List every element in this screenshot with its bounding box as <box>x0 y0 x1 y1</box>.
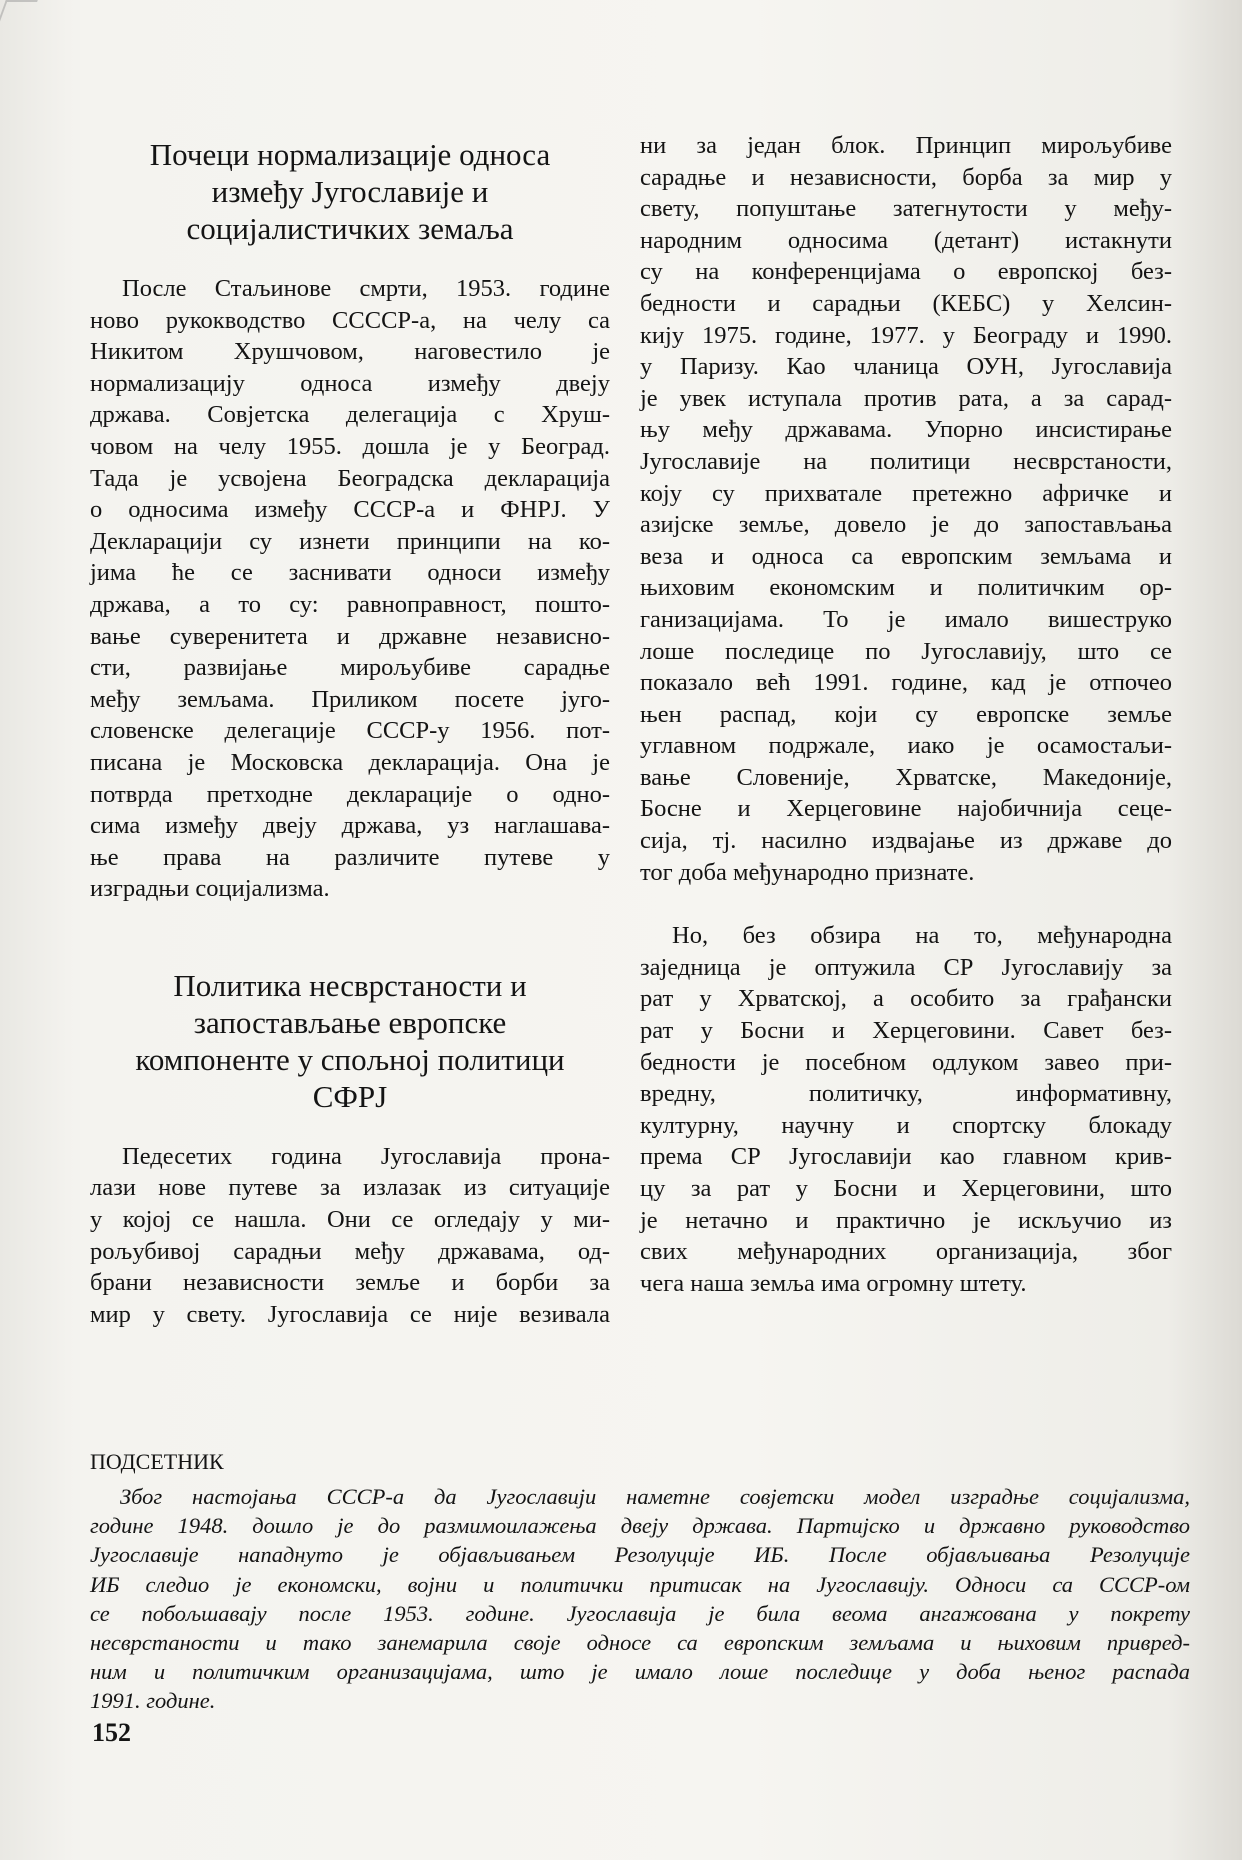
heading-line: запостављање европске <box>193 1004 507 1040</box>
left-column <box>90 136 610 1330</box>
text-line: држава, а то су: равноправност, пошто- <box>90 590 610 618</box>
text-line: вање суверенитета и државне независно- <box>90 622 610 650</box>
section-heading-non-alignment <box>90 967 610 1115</box>
text-line: вање Словеније, Хрватске, Македоније, <box>640 763 1172 791</box>
reminder-title: ПОДСЕТНИК <box>90 1449 224 1474</box>
text-line: је нетачно и практично је искључио из <box>640 1206 1172 1234</box>
text-line: сима између двеју држава, уз наглашава- <box>90 812 610 840</box>
reminder-body <box>90 1482 1190 1716</box>
right-column <box>640 130 1172 1299</box>
text-line: свих међународних организација, због <box>640 1238 1172 1266</box>
text-line: о односима између СССР-а и ФНРЈ. У <box>90 496 610 524</box>
text-line: њу међу државама. Упорно инсистирање <box>640 416 1172 444</box>
text-line: Декларацији су изнети принципи на ко- <box>90 527 610 555</box>
text-line: ни за један блок. Принцип мирољубиве <box>640 132 1172 159</box>
page-corner-fold <box>0 0 38 32</box>
text-line: јима ће се заснивати односи између <box>90 559 610 587</box>
text-line: тог доба међународно признате. <box>640 858 975 886</box>
text-line: После Стаљинове смрти, 1953. године <box>122 275 610 302</box>
text-line: сија, тј. насилно издвајање из државе до <box>640 827 1172 855</box>
text-line: човом на челу 1955. дошла је у Београд. <box>90 432 610 460</box>
text-line: рат у Хрватској, а особито за грађански <box>640 985 1172 1013</box>
text-line: културну, научну и спортску блокаду <box>640 1111 1172 1139</box>
text-line: брани независности земље и борби за <box>90 1269 610 1297</box>
text-line: држава. Совјетска делегација с Хруш- <box>90 401 610 429</box>
text-line: лоше последице по Југославију, што се <box>640 637 1172 665</box>
text-line: показало већ 1991. године, кад је отпочео <box>640 669 1172 697</box>
text-line: Босне и Херцеговине најобичнија сеце- <box>640 795 1172 823</box>
text-line: лази нове путеве за излазак из ситуације <box>90 1174 610 1202</box>
text-line: вредну, политичку, информативну, <box>640 1080 1172 1108</box>
reminder-line: ним и политичким организацијама, што је имало лоше последице у доба њеног распада <box>90 1659 1190 1685</box>
text-line: рољубивој сарадњи међу државама, од- <box>90 1237 610 1265</box>
text-line: сти, развијање мирољубиве сарадње <box>90 654 610 682</box>
section-heading-normalization <box>90 136 610 247</box>
text-line: Тада је усвојена Београдска декларација <box>90 464 610 492</box>
reminder-line: се побољшавају после 1953. године. Југославија је била веома ангажована у покрету <box>90 1600 1190 1626</box>
text-line: народним односима (детант) истакнути <box>640 226 1172 254</box>
text-line: чега наша земља има огромну штету. <box>640 1269 1027 1297</box>
text-line: ње права на различите путеве у <box>90 843 610 871</box>
text-line: Југославије на политици несврстаности, <box>640 447 1172 475</box>
paragraph-normalization <box>90 273 610 905</box>
text-line: углавном подржале, иако је осамостаљи- <box>640 732 1172 760</box>
text-line: азијске земље, довело је до запостављања <box>640 511 1172 539</box>
text-line: у којој се нашла. Они се огледају у ми- <box>90 1206 610 1234</box>
text-line: изградњи социјализма. <box>90 875 330 903</box>
reminder-line: Због настојања СССР-а да Југославији наметне совјетски модел изградње социјализма, <box>120 1484 1190 1509</box>
text-line: у Паризу. Као чланица ОУН, Југославија <box>640 353 1172 381</box>
heading-line: социјалистичких земаља <box>186 211 514 246</box>
text-line: ганизацијама. То је имало вишеструко <box>640 605 1172 633</box>
reminder-line: године 1948. дошло је до размимоилажења двеју држава. Партијско и државно руководство <box>90 1513 1190 1539</box>
text-line: свету, попуштање затегнутости у међу- <box>640 195 1172 223</box>
text-line: Никитом Хрушчовом, наговестило је <box>90 338 610 366</box>
text-line: цу за рат у Босни и Херцеговини, што <box>640 1175 1172 1202</box>
text-line: њен распад, који су европске земље <box>640 700 1172 728</box>
text-line: заједница је оптужила СР Југославију за <box>640 953 1172 981</box>
paragraph-non-alignment-start <box>90 1141 610 1331</box>
text-line: према СР Југославији као главном крив- <box>640 1143 1172 1171</box>
reminder-line: несврстаности и тако занемарила своје односе са европским земљама и њиховим привред- <box>90 1630 1190 1656</box>
text-line: нормализацију односа између двеју <box>90 369 610 397</box>
text-line: коју су прихватале претежно афричке и <box>640 479 1172 507</box>
text-line: веза и односа са европским земљама и <box>640 542 1172 570</box>
text-line: писана је Московска декларација. Она је <box>90 748 610 776</box>
heading-line: између Југославије и <box>211 174 489 209</box>
text-line: међу земљама. Приликом посете југо- <box>90 685 610 713</box>
text-line: су на конференцијама о европској без- <box>640 258 1172 286</box>
heading-line: компоненте у спољној политици <box>135 1041 565 1077</box>
reminder-line: ИБ следио је економски, војни и политички притисак на Југославију. Односи са СССР-ом <box>90 1571 1190 1597</box>
text-line: сарадње и независности, борба за мир у <box>640 163 1172 191</box>
text-line: Педесетих година Југославија прона- <box>122 1142 610 1170</box>
text-line: ново рукокводство ССССР-а, на челу са <box>90 306 610 334</box>
text-line: је увек иступала против рата, а за сарад- <box>640 384 1172 412</box>
reminder-line: 1991. године. <box>90 1688 216 1714</box>
heading-line: СФРЈ <box>312 1078 388 1114</box>
paragraph-sanctions <box>640 920 1172 1299</box>
heading-line: Политика несврстаности и <box>173 967 527 1003</box>
text-line: Но, без обзира на то, међународна <box>672 922 1172 950</box>
reminder-section <box>90 1448 1190 1716</box>
heading-line: Почеци нормализације односа <box>149 137 551 172</box>
text-line: рат у Босни и Херцеговини. Савет без- <box>640 1017 1172 1045</box>
text-line: њиховим економским и политичким ор- <box>640 574 1172 602</box>
text-line: бедности и сарадњи (КЕБС) у Хелсин- <box>640 289 1172 317</box>
page-number: 152 <box>92 1718 131 1747</box>
text-line: бедности је посебном одлуком завео при- <box>640 1048 1172 1076</box>
text-line: словенске делегације СССР-у 1956. пот- <box>90 717 610 745</box>
text-line: кију 1975. године, 1977. у Београду и 1990. <box>640 321 1172 349</box>
text-line: мир у свету. Југославија се није везивала <box>90 1300 610 1328</box>
reminder-line: Југославије нападнуто је објављивањем Резолуције ИБ. После објављивања Резолуције <box>90 1542 1190 1568</box>
paragraph-non-alignment-continued <box>640 130 1172 888</box>
text-line: потврда претходне декларације о одно- <box>90 780 610 808</box>
